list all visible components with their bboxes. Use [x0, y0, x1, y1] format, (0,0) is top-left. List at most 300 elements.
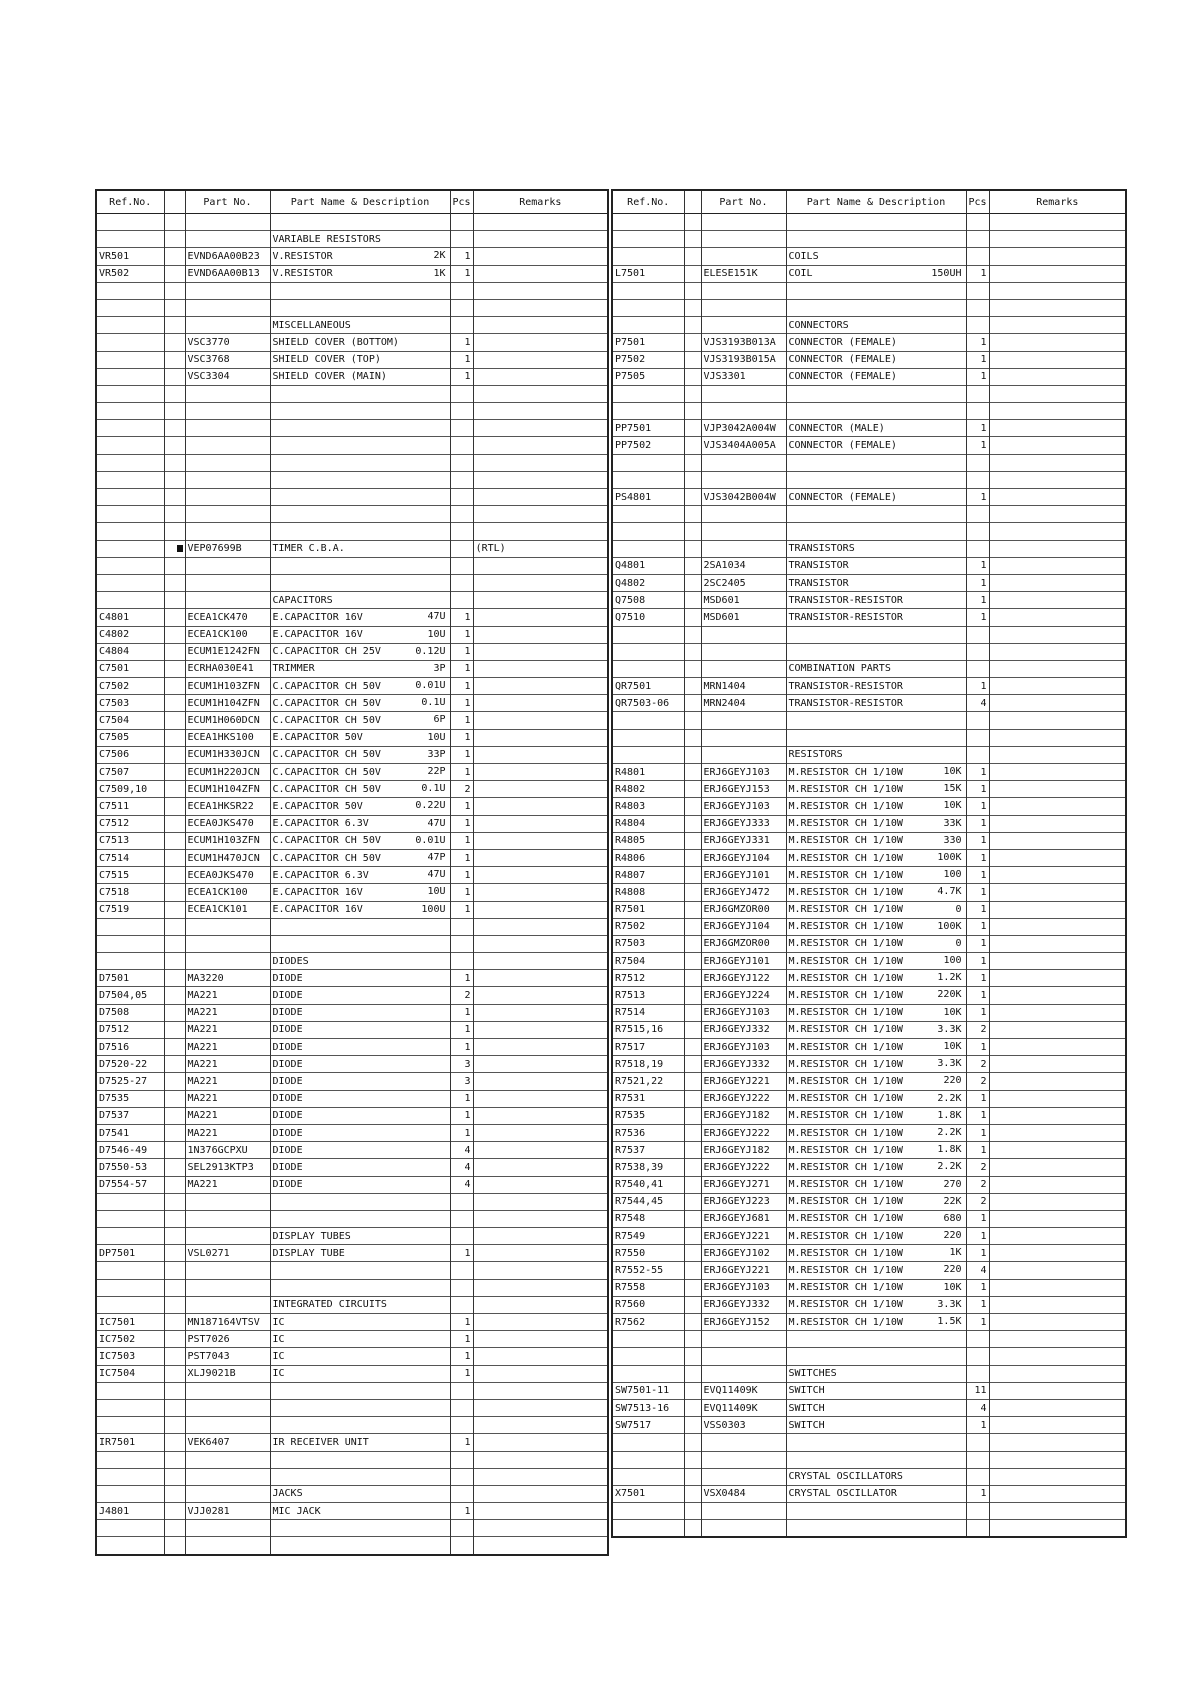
description-cell: [786, 1520, 966, 1538]
table-row: [612, 1520, 1126, 1538]
remarks-cell: [473, 1090, 608, 1107]
mark-cell: [684, 385, 701, 402]
ref-no-cell: [96, 317, 164, 334]
ref-no-cell: [96, 368, 164, 385]
remarks-cell: [473, 1348, 608, 1365]
description-text: C.CAPACITOR CH 50V: [272, 697, 381, 709]
remarks-cell: [473, 299, 608, 316]
ref-no-cell: [612, 454, 684, 471]
description-cell: DIODE: [270, 1176, 450, 1193]
table-row: [612, 849, 1126, 866]
mark-cell: [684, 1228, 701, 1245]
table-row: [96, 901, 608, 918]
part-no-cell: [701, 454, 786, 471]
pcs-cell: 1: [450, 729, 473, 746]
remarks-cell: [989, 351, 1126, 368]
mark-cell: [684, 574, 701, 591]
ref-no-cell: C4801: [96, 609, 164, 626]
ref-no-cell: [96, 918, 164, 935]
description-cell: TRANSISTOR-RESISTOR: [786, 695, 966, 712]
part-no-cell: MA221: [185, 1004, 270, 1021]
ref-no-cell: C7501: [96, 660, 164, 677]
part-no-cell: [701, 729, 786, 746]
mark-cell: [164, 248, 185, 265]
table-row: [612, 351, 1126, 368]
remarks-cell: [989, 557, 1126, 574]
description-cell: [786, 299, 966, 316]
pcs-cell: 1: [966, 489, 989, 506]
ref-no-cell: [612, 385, 684, 402]
description-cell: CAPACITORS: [270, 592, 450, 609]
pcs-cell: 1: [450, 1245, 473, 1262]
description-cell: [786, 626, 966, 643]
mark-cell: [684, 1193, 701, 1210]
description-cell: DIODE: [270, 1039, 450, 1056]
mark-cell: [684, 334, 701, 351]
part-no-cell: ERJ6GEYJ182: [701, 1142, 786, 1159]
table-row: [96, 248, 608, 265]
value-text: 100K: [937, 851, 962, 863]
mark-cell: [164, 1279, 185, 1296]
ref-no-cell: DP7501: [96, 1245, 164, 1262]
part-no-cell: MA221: [185, 1056, 270, 1073]
remarks-cell: [473, 781, 608, 798]
remarks-cell: [473, 901, 608, 918]
remarks-cell: [989, 1142, 1126, 1159]
ref-no-cell: D7525-27: [96, 1073, 164, 1090]
part-no-cell: MA3220: [185, 970, 270, 987]
pcs-cell: 1: [966, 918, 989, 935]
mark-cell: [164, 746, 185, 763]
mark-cell: [684, 1314, 701, 1331]
table-row: [612, 1228, 1126, 1245]
pcs-cell: [450, 317, 473, 334]
value-text: 2.2K: [937, 1092, 962, 1104]
mark-cell: [684, 609, 701, 626]
remarks-cell: [473, 695, 608, 712]
mark-cell: [684, 643, 701, 660]
mark-cell: [684, 970, 701, 987]
description-cell: DISPLAY TUBES: [270, 1228, 450, 1245]
ref-no-cell: D7554-57: [96, 1176, 164, 1193]
remarks-cell: [473, 1021, 608, 1038]
mark-cell: [164, 1348, 185, 1365]
ref-no-cell: [612, 1468, 684, 1485]
part-no-cell: [701, 231, 786, 248]
remarks-cell: [473, 1520, 608, 1537]
part-no-cell: 2SC2405: [701, 574, 786, 591]
value-text: 33P: [427, 748, 446, 760]
description-cell: DIODE: [270, 1159, 450, 1176]
ref-no-cell: X7501: [612, 1485, 684, 1502]
pcs-cell: [450, 1228, 473, 1245]
mark-cell: [684, 695, 701, 712]
part-no-cell: VJS3301: [701, 368, 786, 385]
ref-no-cell: R7537: [612, 1142, 684, 1159]
description-cell: [786, 1228, 966, 1245]
mark-cell: [164, 1228, 185, 1245]
table-row: [612, 832, 1126, 849]
description-cell: [786, 918, 966, 935]
table-row: [612, 454, 1126, 471]
description-cell: [786, 1279, 966, 1296]
part-no-cell: MRN1404: [701, 678, 786, 695]
description-text: C.CAPACITOR CH 50V: [272, 680, 381, 692]
mark-cell: [684, 1468, 701, 1485]
mark-cell: [684, 746, 701, 763]
part-no-cell: ERJ6GEYJ222: [701, 1159, 786, 1176]
ref-no-cell: R4804: [612, 815, 684, 832]
mark-cell: [164, 1520, 185, 1537]
remarks-cell: [473, 1296, 608, 1313]
value-text: 0: [955, 937, 962, 949]
description-text: M.RESISTOR CH 1/10W: [788, 852, 903, 864]
remarks-cell: [473, 678, 608, 695]
ref-no-cell: J4801: [96, 1503, 164, 1520]
header-remarks: Remarks: [989, 190, 1126, 214]
description-cell: [786, 471, 966, 488]
part-no-cell: ECUM1H103ZFN: [185, 832, 270, 849]
table-row: [612, 1314, 1126, 1331]
mark-cell: [684, 1485, 701, 1502]
description-cell: [270, 1193, 450, 1210]
description-cell: [786, 729, 966, 746]
description-cell: CRYSTAL OSCILLATORS: [786, 1468, 966, 1485]
pcs-cell: [966, 523, 989, 540]
description-cell: [270, 1279, 450, 1296]
ref-no-cell: [96, 385, 164, 402]
table-row: [96, 1228, 608, 1245]
ref-no-cell: [612, 540, 684, 557]
ref-no-cell: [612, 1434, 684, 1451]
description-text: E.CAPACITOR 16V: [272, 629, 363, 641]
table-row: [612, 729, 1126, 746]
ref-no-cell: IR7501: [96, 1434, 164, 1451]
description-text: M.RESISTOR CH 1/10W: [788, 1230, 903, 1242]
remarks-cell: [473, 351, 608, 368]
remarks-cell: [473, 231, 608, 248]
value-text: 3.3K: [937, 1058, 962, 1070]
pcs-cell: 1: [450, 351, 473, 368]
description-cell: [786, 884, 966, 901]
part-no-cell: ERJ6GEYJ331: [701, 832, 786, 849]
ref-no-cell: R4808: [612, 884, 684, 901]
pcs-cell: 1: [450, 884, 473, 901]
remarks-cell: [989, 454, 1126, 471]
remarks-cell: [989, 506, 1126, 523]
remarks-cell: [989, 574, 1126, 591]
mark-cell: [684, 953, 701, 970]
remarks-cell: [473, 1279, 608, 1296]
table-row: [96, 1296, 608, 1313]
ref-no-cell: Q7508: [612, 592, 684, 609]
pcs-cell: 1: [966, 832, 989, 849]
description-cell: [270, 299, 450, 316]
mark-cell: [684, 1296, 701, 1313]
ref-no-cell: [96, 299, 164, 316]
pcs-cell: 1: [966, 987, 989, 1004]
remarks-cell: [989, 781, 1126, 798]
part-no-cell: ERJ6GEYJ103: [701, 1004, 786, 1021]
description-text: M.RESISTOR CH 1/10W: [788, 869, 903, 881]
ref-no-cell: [96, 523, 164, 540]
ref-no-cell: Q4802: [612, 574, 684, 591]
ref-no-cell: C7519: [96, 901, 164, 918]
ref-no-cell: R7504: [612, 953, 684, 970]
ref-no-cell: SW7501-11: [612, 1382, 684, 1399]
table-row: [612, 867, 1126, 884]
value-text: 1K: [433, 267, 446, 279]
table-row: [612, 523, 1126, 540]
pcs-cell: [966, 282, 989, 299]
description-cell: [270, 403, 450, 420]
part-no-cell: [701, 214, 786, 231]
pcs-cell: [966, 1331, 989, 1348]
remarks-cell: [989, 1193, 1126, 1210]
part-no-cell: VSC3770: [185, 334, 270, 351]
part-no-cell: 1N376GCPXU: [185, 1142, 270, 1159]
ref-no-cell: [612, 712, 684, 729]
table-row: [612, 1296, 1126, 1313]
remarks-cell: [989, 420, 1126, 437]
mark-cell: [164, 420, 185, 437]
mark-cell: [684, 626, 701, 643]
table-row: [96, 695, 608, 712]
ref-no-cell: [96, 1468, 164, 1485]
part-no-cell: ECUM1H060DCN: [185, 712, 270, 729]
pcs-cell: [966, 317, 989, 334]
table-row: [96, 574, 608, 591]
description-cell: [270, 626, 450, 643]
description-text: M.RESISTOR CH 1/10W: [788, 1041, 903, 1053]
part-no-cell: [185, 557, 270, 574]
ref-no-cell: [96, 1262, 164, 1279]
mark-cell: [164, 351, 185, 368]
description-cell: [786, 506, 966, 523]
pcs-cell: 1: [450, 764, 473, 781]
mark-cell: [164, 678, 185, 695]
description-cell: CONNECTOR (MALE): [786, 420, 966, 437]
remarks-cell: [989, 265, 1126, 282]
ref-no-cell: R7517: [612, 1039, 684, 1056]
part-no-cell: [701, 1331, 786, 1348]
ref-no-cell: C7502: [96, 678, 164, 695]
ref-no-cell: [96, 592, 164, 609]
ref-no-cell: P7505: [612, 368, 684, 385]
description-cell: DIODE: [270, 987, 450, 1004]
table-row: [96, 1468, 608, 1485]
table-row: [96, 1193, 608, 1210]
table-row: [612, 334, 1126, 351]
value-text: 10K: [943, 766, 962, 777]
part-no-cell: MA221: [185, 1039, 270, 1056]
table-row: [612, 1056, 1126, 1073]
table-row: [96, 368, 608, 385]
description-cell: [786, 1503, 966, 1520]
remarks-cell: [989, 1073, 1126, 1090]
description-text: V.RESISTOR: [272, 250, 333, 262]
mark-cell: [684, 1021, 701, 1038]
remarks-cell: [989, 867, 1126, 884]
table-row: [96, 1417, 608, 1434]
table-row: [96, 489, 608, 506]
remarks-cell: [989, 248, 1126, 265]
ref-no-cell: [612, 1365, 684, 1382]
ref-no-cell: [612, 1331, 684, 1348]
description-cell: [270, 506, 450, 523]
ref-no-cell: C7513: [96, 832, 164, 849]
mark-cell: [164, 403, 185, 420]
part-no-cell: PST7026: [185, 1331, 270, 1348]
part-no-cell: ERJ6GEYJ102: [701, 1245, 786, 1262]
pcs-cell: 1: [450, 712, 473, 729]
pcs-cell: 1: [966, 1090, 989, 1107]
remarks-cell: [473, 1176, 608, 1193]
pcs-cell: [450, 231, 473, 248]
mark-cell: [164, 540, 185, 557]
description-cell: COILS: [786, 248, 966, 265]
table-row: [612, 317, 1126, 334]
mark-cell: [684, 1365, 701, 1382]
table-row: [612, 1124, 1126, 1141]
remarks-cell: [989, 695, 1126, 712]
description-text: C.CAPACITOR CH 50V: [272, 852, 381, 864]
remarks-cell: [989, 317, 1126, 334]
table-row: [96, 729, 608, 746]
ref-no-cell: IC7503: [96, 1348, 164, 1365]
description-cell: [270, 798, 450, 815]
table-row: [96, 437, 608, 454]
remarks-cell: [473, 1382, 608, 1399]
remarks-cell: [989, 1056, 1126, 1073]
part-no-cell: MSD601: [701, 609, 786, 626]
mark-cell: [684, 729, 701, 746]
table-row: [96, 1107, 608, 1124]
table-row: [612, 1382, 1126, 1399]
pcs-cell: 1: [966, 334, 989, 351]
remarks-cell: [473, 265, 608, 282]
description-text: M.RESISTOR CH 1/10W: [788, 990, 903, 1002]
description-cell: [786, 781, 966, 798]
table-row: [612, 918, 1126, 935]
part-no-cell: [701, 746, 786, 763]
pcs-cell: [966, 214, 989, 231]
description-cell: SHIELD COVER (BOTTOM): [270, 334, 450, 351]
pcs-cell: 2: [450, 781, 473, 798]
pcs-cell: 1: [966, 1210, 989, 1227]
mark-cell: [164, 1382, 185, 1399]
ref-no-cell: C7511: [96, 798, 164, 815]
ref-no-cell: C7518: [96, 884, 164, 901]
ref-no-cell: SW7517: [612, 1417, 684, 1434]
part-no-cell: ECEA1HKSR22: [185, 798, 270, 815]
mark-cell: [164, 1245, 185, 1262]
ref-no-cell: [96, 540, 164, 557]
description-cell: TRANSISTOR-RESISTOR: [786, 609, 966, 626]
table-row: [96, 403, 608, 420]
pcs-cell: [450, 1468, 473, 1485]
mark-cell: [684, 660, 701, 677]
description-cell: [270, 901, 450, 918]
pcs-cell: 1: [966, 970, 989, 987]
ref-no-cell: D7537: [96, 1107, 164, 1124]
pcs-cell: 4: [966, 1399, 989, 1416]
description-cell: [270, 1262, 450, 1279]
ref-no-cell: [612, 1451, 684, 1468]
pcs-cell: [966, 471, 989, 488]
pcs-cell: [450, 214, 473, 231]
part-no-cell: [185, 454, 270, 471]
pcs-cell: [450, 918, 473, 935]
mark-cell: [684, 592, 701, 609]
mark-cell: [684, 849, 701, 866]
remarks-cell: [473, 1124, 608, 1141]
mark-cell: [684, 1451, 701, 1468]
part-no-cell: VJS3042B004W: [701, 489, 786, 506]
remarks-cell: [989, 1090, 1126, 1107]
pcs-cell: [450, 299, 473, 316]
pcs-cell: [450, 1296, 473, 1313]
table-row: [612, 764, 1126, 781]
pcs-cell: [450, 574, 473, 591]
mark-cell: [684, 1210, 701, 1227]
table-row: [96, 231, 608, 248]
remarks-cell: [473, 420, 608, 437]
mark-cell: [684, 1039, 701, 1056]
table-row: [612, 299, 1126, 316]
table-row: [612, 557, 1126, 574]
part-no-cell: [185, 1262, 270, 1279]
pcs-cell: 1: [966, 368, 989, 385]
description-cell: [786, 1331, 966, 1348]
mark-cell: [684, 798, 701, 815]
description-cell: [270, 815, 450, 832]
mark-cell: [164, 918, 185, 935]
ref-no-cell: R7558: [612, 1279, 684, 1296]
ref-no-cell: IC7502: [96, 1331, 164, 1348]
description-cell: [786, 815, 966, 832]
description-cell: [270, 574, 450, 591]
part-no-cell: ECEA1CK470: [185, 609, 270, 626]
table-row: [612, 1365, 1126, 1382]
value-text: 100: [943, 955, 962, 967]
remarks-cell: [989, 987, 1126, 1004]
mark-cell: [684, 1503, 701, 1520]
mark-cell: [164, 1296, 185, 1313]
ref-no-cell: C7512: [96, 815, 164, 832]
ref-no-cell: [96, 1537, 164, 1555]
value-text: 4.7K: [937, 886, 962, 898]
part-no-cell: ERJ6GMZOR00: [701, 935, 786, 952]
description-text: M.RESISTOR CH 1/10W: [788, 835, 903, 847]
table-row: [612, 660, 1126, 677]
description-cell: RESISTORS: [786, 746, 966, 763]
ref-no-cell: PP7501: [612, 420, 684, 437]
mark-cell: [164, 1314, 185, 1331]
table-row: [612, 1348, 1126, 1365]
pcs-cell: 4: [450, 1159, 473, 1176]
mark-cell: [164, 1073, 185, 1090]
remarks-cell: [989, 1228, 1126, 1245]
remarks-cell: [473, 1039, 608, 1056]
pcs-cell: [450, 1382, 473, 1399]
table-row: [612, 1193, 1126, 1210]
description-cell: MISCELLANEOUS: [270, 317, 450, 334]
mark-cell: [164, 1434, 185, 1451]
mark-cell: [164, 1331, 185, 1348]
mark-cell: [164, 437, 185, 454]
remarks-cell: [473, 385, 608, 402]
